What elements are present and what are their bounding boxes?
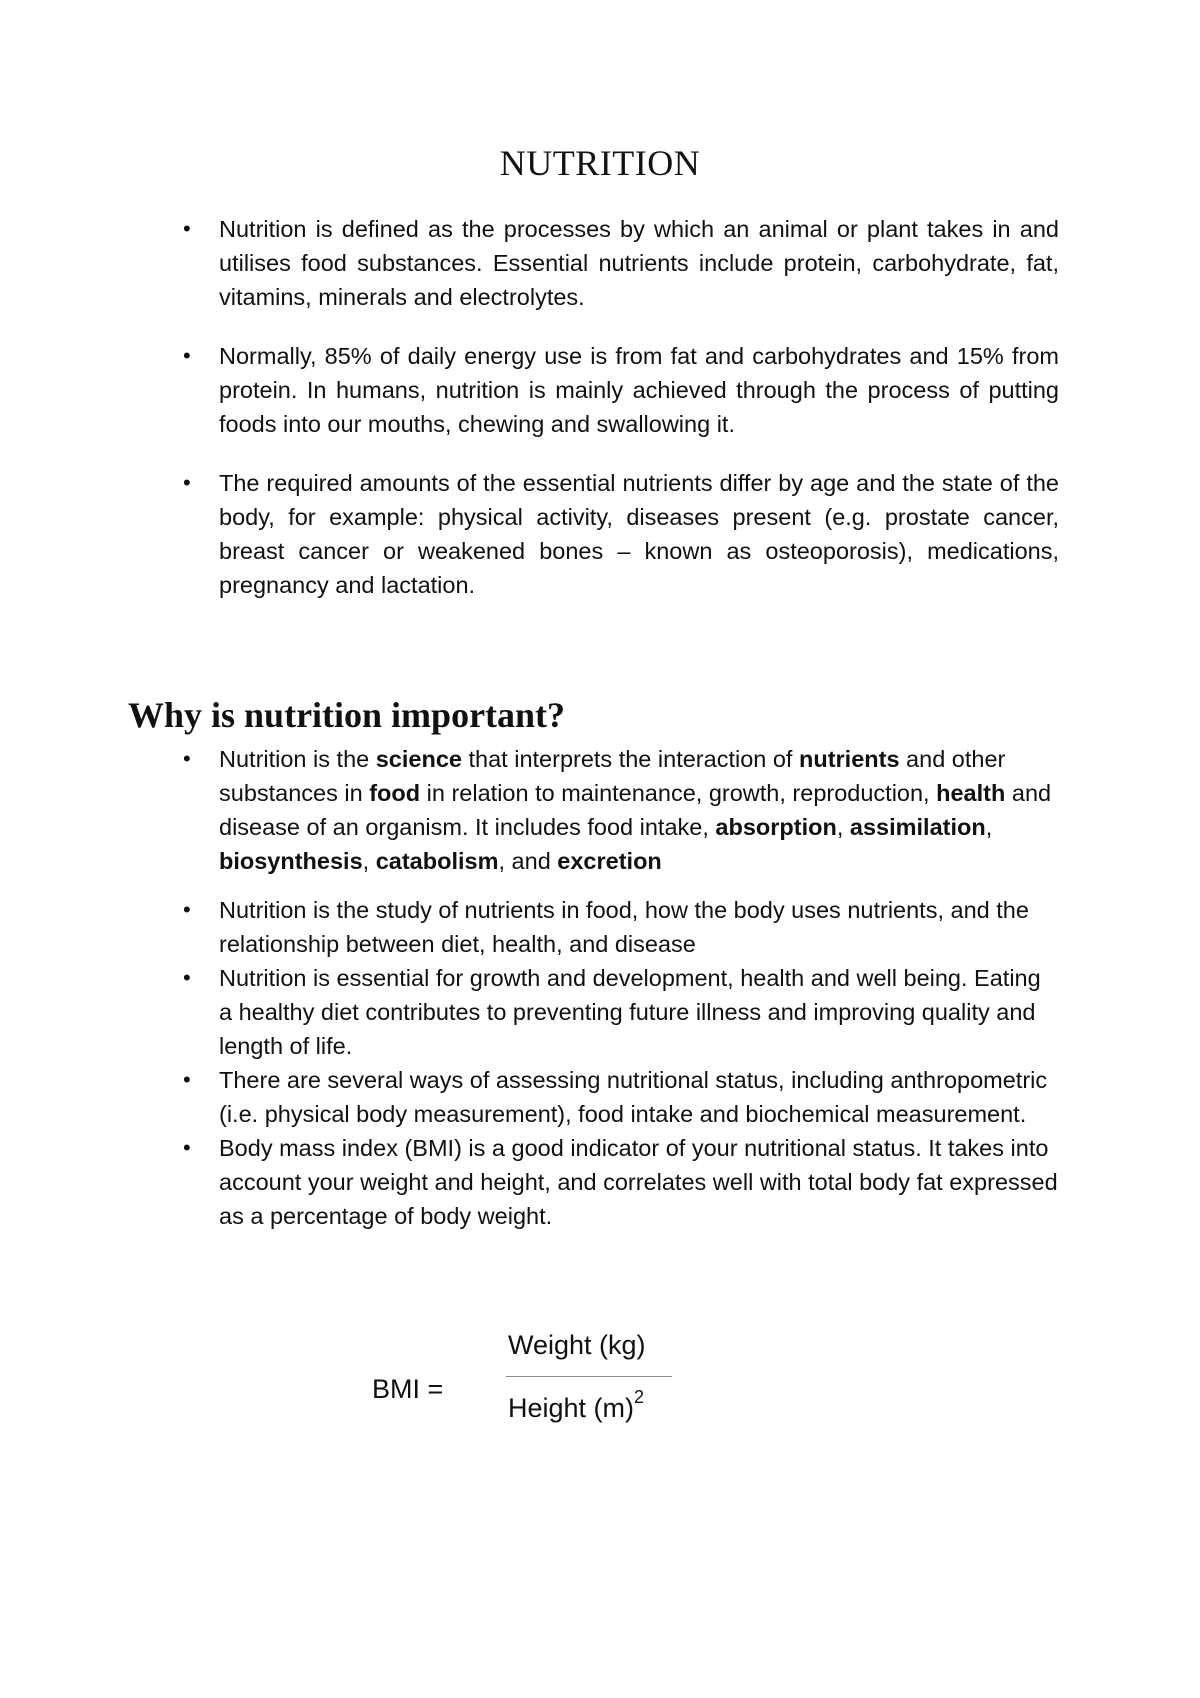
list-item-text: Normally, 85% of daily energy use is from fat and carbohydrates and 15% from protein. In humans, nutrition is mainly achieved through the process of putting foods into our mouths, chewing and swallowing it. [219, 343, 1059, 437]
bullet-icon: • [183, 746, 191, 771]
formula-numerator: Weight (kg) [508, 1330, 646, 1360]
list-item-text: Body mass index (BMI) is a good indicator of your nutritional status. It takes into account your weight and height, and correlates well with total body fat expressed as a percentage of body weight. [219, 1135, 1058, 1229]
list-item-text: Nutrition is defined as the processes by which an animal or plant takes in and utilises food substances. Essential nutrients include protein, carbohydrate, fat, vitamins, minerals and electrolytes. [219, 216, 1059, 310]
list-item [0, 742, 1059, 878]
keyword: nutrients [799, 746, 900, 772]
bullet-icon: • [183, 343, 191, 368]
list-item [0, 339, 1059, 441]
formula-denominator: Height $(m)^2$ [508, 1387, 645, 1423]
bullet-icon: • [183, 216, 191, 241]
list-item [0, 1063, 1059, 1131]
list-item-text: Nutrition is essential for growth and development, health and well being. Eating a healthy diet contributes to preventing future illness and improving quality and length of life. [219, 965, 1041, 1059]
bullet-icon: • [183, 965, 191, 990]
keyword: health [936, 780, 1006, 806]
bullet-icon: • [183, 1135, 191, 1160]
keyword: catabolism [375, 848, 499, 874]
section-heading: Why is nutrition important? [128, 695, 566, 735]
fraction-bar [506, 1376, 672, 1377]
bullet-icon: • [183, 897, 191, 922]
list-item [0, 961, 1059, 1063]
importance-bullet-list [0, 742, 1200, 1233]
bullet-icon: • [183, 1067, 191, 1092]
page-title: NUTRITION [499, 143, 701, 183]
list-item [0, 466, 1059, 602]
list-item [0, 212, 1059, 314]
keyword: assimilation [849, 814, 986, 840]
list-item [0, 893, 1059, 961]
list-item [0, 1131, 1059, 1233]
keyword: absorption [715, 814, 837, 840]
keyword: food [369, 780, 421, 806]
keyword: excretion [557, 848, 662, 874]
formula-exponent: 2 [634, 1387, 645, 1407]
list-item-text: The required amounts of the essential nutrients differ by age and the state of the body, for example: physical activity, diseases present (e.g. prostate cancer, breast cancer or weakened bones – known as osteoporosis), medications, pregnancy and lactation. [219, 470, 1059, 598]
list-item-text: Nutrition is the study of nutrients in food, how the body uses nutrients, and the relationship between diet, health, and disease [219, 897, 1029, 957]
keyword: science [375, 746, 462, 772]
intro-bullet-list [0, 212, 1200, 627]
bullet-icon: • [183, 470, 191, 495]
keyword: biosynthesis [219, 848, 363, 874]
bmi-formula [372, 1330, 692, 1450]
list-item-text: Nutrition is the science that interprets the interaction of nutrients and other substances in food in relation to maintenance, growth, reproduction, health and disease of an organism. It includes food intake, absorption, assimilation, biosynthesis, catabolism, and excretion [219, 746, 1052, 874]
list-item-text: There are several ways of assessing nutritional status, including anthropometric (i.e. physical body measurement), food intake and biochemical measurement. [219, 1067, 1048, 1127]
formula-lhs: BMI = [372, 1374, 444, 1404]
